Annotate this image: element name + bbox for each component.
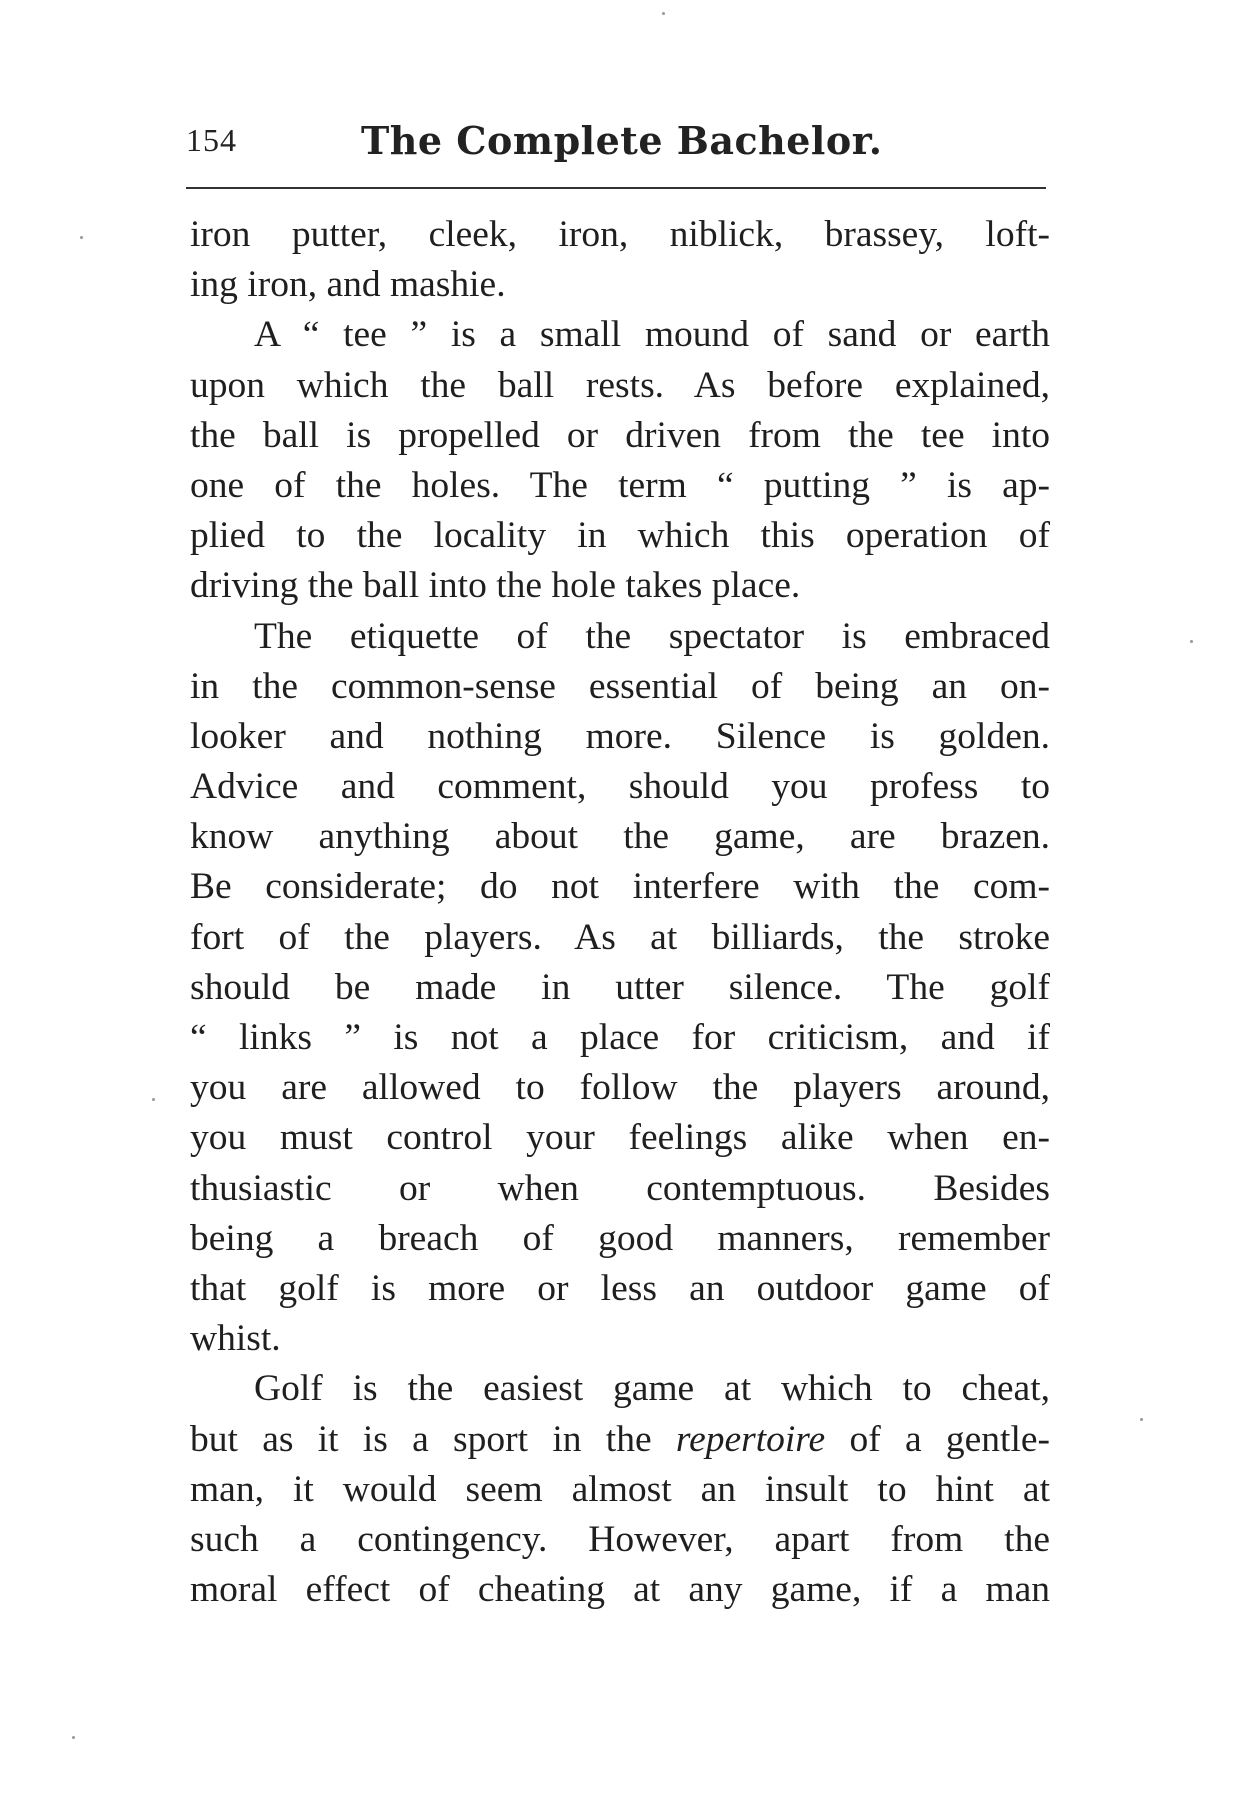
text-line: driving the ball into the hole takes place.: [190, 565, 801, 607]
text-line: the ball is propelled or driven from the tee into: [190, 414, 1050, 456]
text-line: looker and nothing more. Silence is golden.: [190, 715, 1050, 757]
print-speck: [662, 12, 665, 15]
text-line: The etiquette of the spectator is embraced: [254, 615, 1050, 657]
text-line: being a breach of good manners, remember: [190, 1217, 1050, 1259]
text-line: you are allowed to follow the players around,: [190, 1067, 1050, 1109]
text-line: moral effect of cheating at any game, if a man: [190, 1569, 1050, 1611]
italic-word: repertoire: [675, 1418, 826, 1460]
text-segment: of a gentle-: [849, 1418, 1050, 1460]
text-line: thusiastic or when contemptuous. Besides: [190, 1167, 1050, 1209]
text-line: you must control your feelings alike when en-: [190, 1117, 1050, 1159]
print-speck: [80, 236, 83, 239]
text-line: [190, 1415, 1050, 1465]
text-line: one of the holes. The term “ putting ” is ap-: [190, 464, 1050, 506]
text-line: such a contingency. However, apart from the: [190, 1518, 1050, 1560]
text-line: iron putter, cleek, iron, niblick, brassey, loft-: [190, 214, 1050, 255]
book-title: The Complete Bachelor.: [361, 118, 883, 163]
text-line: fort of the players. As at billiards, the stroke: [190, 916, 1050, 958]
text-line: should be made in utter silence. The golf: [190, 966, 1050, 1008]
print-speck: [152, 1098, 155, 1101]
text-line: ing iron, and mashie.: [190, 264, 506, 306]
running-head: [186, 118, 1046, 178]
body-text: [190, 210, 1050, 1615]
text-line: Advice and comment, should you profess to: [190, 766, 1050, 808]
text-line: man, it would seem almost an insult to hint at: [190, 1468, 1050, 1510]
text-line: Be considerate; do not interfere with the com-: [190, 866, 1050, 908]
text-line: Golf is the easiest game at which to cheat,: [254, 1368, 1050, 1410]
text-line: “ links ” is not a place for criticism, and if: [190, 1017, 1050, 1058]
print-speck: [1140, 1418, 1143, 1421]
header-rule: [186, 187, 1046, 189]
text-line: know anything about the game, are brazen.: [190, 816, 1050, 858]
text-line: A “ tee ” is a small mound of sand or earth: [254, 314, 1050, 356]
page-number: 154: [186, 122, 237, 158]
text-line: in the common-sense essential of being an on-: [190, 665, 1050, 707]
text-line: whist.: [190, 1318, 281, 1360]
print-speck: [1190, 640, 1193, 643]
text-line: upon which the ball rests. As before explained,: [190, 364, 1050, 406]
print-speck: [72, 1736, 75, 1739]
text-line: plied to the locality in which this operation of: [190, 515, 1050, 557]
text-segment: but as it is a sport in the: [190, 1418, 652, 1460]
text-line: that golf is more or less an outdoor game of: [190, 1267, 1050, 1309]
